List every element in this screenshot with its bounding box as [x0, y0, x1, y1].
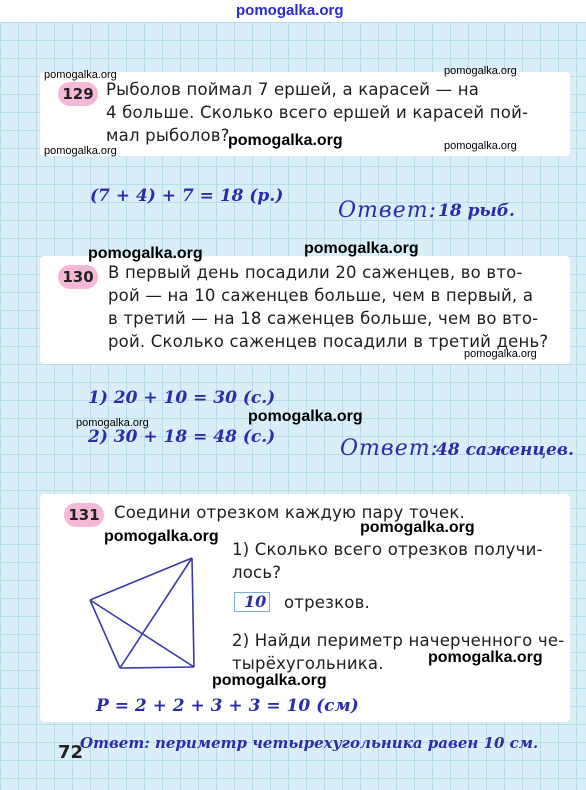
watermark: pomogalka.org	[76, 417, 149, 429]
problem130-line-3: в третий — на 18 саженцев больше, чем во вто-	[108, 309, 539, 328]
watermark: pomogalka.org	[44, 69, 117, 81]
segment	[120, 667, 194, 668]
watermark: pomogalka.org	[104, 528, 219, 545]
problem130-line-4: рой. Сколько саженцев посадили в третий день?	[108, 332, 549, 351]
segment	[90, 558, 192, 600]
problem129-line-1: Рыболов поймал 7 ершей, а карасей — на	[106, 80, 480, 99]
problem131-perimeter: P = 2 + 2 + 3 + 3 = 10 (см)	[96, 696, 359, 716]
problem131-q2-line-2: тырёхугольника.	[232, 654, 384, 673]
problem130-step-2: 2) 30 + 18 = 48 (с.)	[88, 427, 276, 447]
watermark: pomogalka.org	[228, 132, 343, 149]
segment-diagonal	[120, 558, 192, 668]
quadrilateral-drawing	[80, 552, 210, 677]
problem130-answer-label: Ответ:	[340, 436, 439, 461]
problem129-solution: (7 + 4) + 7 = 18 (р.)	[90, 186, 284, 206]
segment	[192, 558, 194, 667]
problem131-final-answer: Ответ: периметр четырехугольника равен 10 см.	[80, 734, 539, 752]
watermark: pomogalka.org	[444, 65, 517, 77]
watermark: pomogalka.org	[88, 245, 203, 262]
watermark: pomogalka.org	[428, 649, 543, 666]
problem-number-131: 131	[64, 503, 104, 527]
watermark: pomogalka.org	[360, 519, 475, 536]
problem129-answer-label: Ответ:	[338, 198, 437, 223]
problem129-line-2: 4 больше. Сколько всего ершей и карасей пой-	[106, 103, 529, 122]
problem-number-129: 129	[58, 82, 98, 106]
problem130-answer: 48 саженцев.	[436, 440, 574, 460]
watermark: pomogalka.org	[444, 140, 517, 152]
watermark: pomogalka.org	[248, 408, 363, 425]
problem130-line-1: В первый день посадили 20 саженцев, во вто-	[108, 263, 523, 282]
problem131-q1-value: 10	[244, 592, 267, 611]
page-number: 72	[58, 742, 84, 763]
problem-number-130: 130	[58, 265, 98, 289]
watermark: pomogalka.org	[464, 348, 537, 360]
problem130-step-1: 1) 20 + 10 = 30 (с.)	[88, 388, 276, 408]
site-watermark-top: pomogalka.org	[236, 2, 344, 19]
watermark: pomogalka.org	[44, 145, 117, 157]
problem131-q1-unit: отрезков.	[284, 593, 370, 612]
watermark: pomogalka.org	[212, 672, 327, 689]
problem129-line-3: мал рыболов?	[106, 126, 230, 145]
problem130-line-2: рой — на 10 саженцев больше, чем в первый, а	[108, 286, 534, 305]
problem131-q2-line-1: 2) Найди периметр начерченного че-	[232, 631, 565, 650]
problem131-title: Соедини отрезком каждую пару точек.	[114, 503, 465, 522]
problem131-q1-line-2: лось?	[232, 563, 282, 582]
problem131-q1-line-1: 1) Сколько всего отрезков получи-	[232, 540, 543, 559]
problem129-answer: 18 рыб.	[438, 201, 515, 221]
watermark: pomogalka.org	[304, 240, 419, 257]
